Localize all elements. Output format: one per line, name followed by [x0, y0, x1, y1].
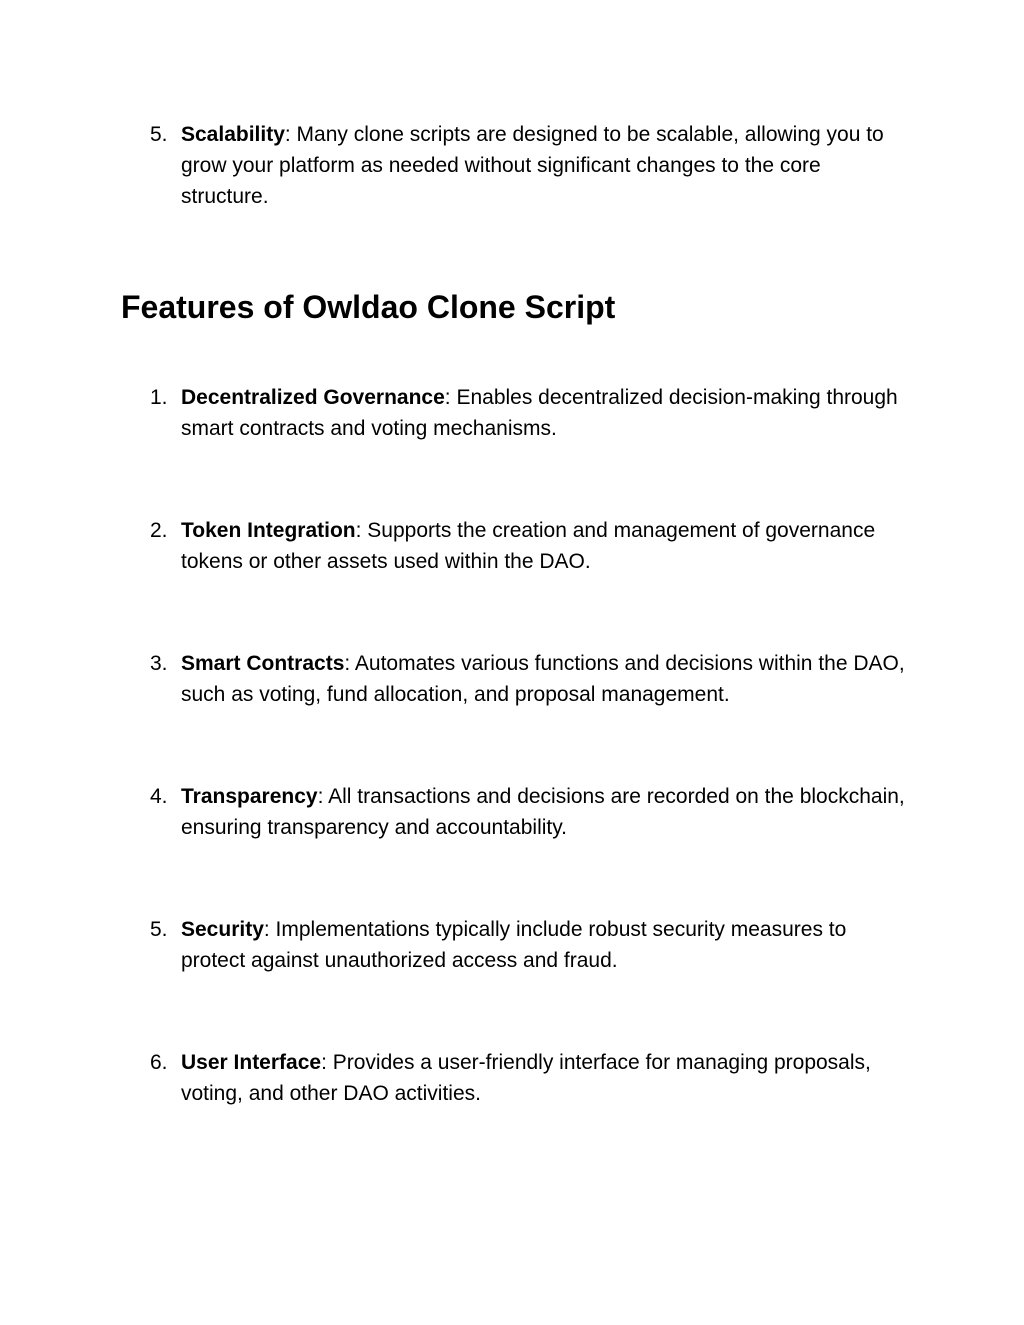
- list-item-number: 2.: [150, 519, 168, 542]
- list-item-description: : Many clone scripts are designed to be scalable, allowing you to grow your platform as needed without significant changes to the core structure.: [181, 123, 884, 208]
- list-item-scalability: [150, 119, 910, 212]
- list-item-description: : Supports the creation and management of governance tokens or other assets used within the DAO.: [181, 519, 876, 573]
- list-item-text: [181, 648, 910, 710]
- list-item-text: [181, 914, 910, 976]
- list-item-description: : Automates various functions and decisions within the DAO, such as voting, fund allocation, and proposal management.: [181, 652, 905, 706]
- list-item-smart-contracts: [150, 648, 910, 710]
- list-item-token-integration: [150, 515, 910, 577]
- list-item-text: [181, 1047, 910, 1109]
- list-item-description: : Implementations typically include robust security measures to protect against unauthorized access and fraud.: [181, 918, 847, 972]
- list-item-number: 6.: [150, 1051, 168, 1074]
- list-item-term: Security: [181, 918, 264, 941]
- list-item-term: Scalability: [181, 123, 285, 146]
- list-item-security: [150, 914, 910, 976]
- list-item-number: 5.: [150, 918, 168, 941]
- list-item-number: 5.: [150, 123, 168, 146]
- list-item-description: : Provides a user-friendly interface for managing proposals, voting, and other DAO activities.: [181, 1051, 871, 1105]
- list-item-transparency: [150, 781, 910, 843]
- list-item-description: : Enables decentralized decision-making through smart contracts and voting mechanisms.: [181, 386, 898, 440]
- list-item-text: [181, 382, 910, 444]
- list-item-number: 3.: [150, 652, 168, 675]
- list-item-text: [181, 119, 910, 212]
- list-item-term: Smart Contracts: [181, 652, 345, 675]
- list-item-text: [181, 515, 910, 577]
- list-item-description: : All transactions and decisions are recorded on the blockchain, ensuring transparency and accountability.: [181, 785, 905, 839]
- section-heading: Features of Owldao Clone Script: [121, 289, 616, 325]
- list-item-term: User Interface: [181, 1051, 322, 1074]
- list-item-number: 4.: [150, 785, 168, 808]
- list-item-text: [181, 781, 910, 843]
- list-item-user-interface: [150, 1047, 910, 1109]
- list-item-number: 1.: [150, 386, 168, 409]
- list-item-term: Transparency: [181, 785, 318, 808]
- list-item-term: Decentralized Governance: [181, 386, 445, 409]
- list-item-decentralized-governance: [150, 382, 910, 444]
- list-item-term: Token Integration: [181, 519, 356, 542]
